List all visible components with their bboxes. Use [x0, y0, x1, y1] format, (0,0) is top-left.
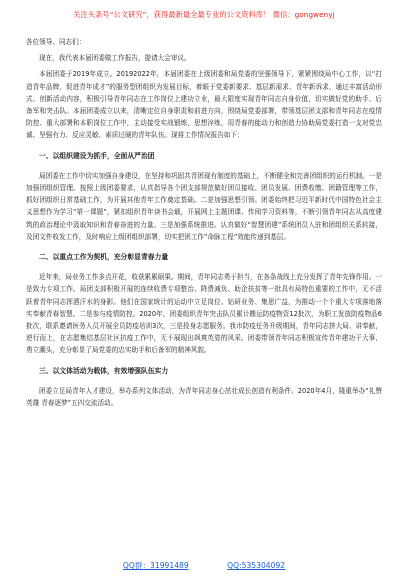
paragraph-section-2: 近年来，局业务工作多点开花，收获累累硕果。期间，青年同志勇于担当，在各条战线上充分发挥了青年先锋作用。一是致力专项工作。局团支部积极开展的连续收费专项整治、降费减负、助企扶贫等一批具有局特色重要的工作中，无不活跃着青年同志挥洒汗水的身影。他们在国家统计的运动中立足岗位、钻研业务、集思广益，为推动一个个重大专项落地落实奉献青春智慧。二是参与疫情防控。2020年，团委组织青年突击队员累计搬运防疫物资12批次，为职工发放防疫物品6批次，联系邀请医务人员开展全员防疫培训3次，三是投身志愿服务。我市防疫任务升级期间，青年同志挤大局、讲奉献，逆行而上，在志愿集结基层社区抗疫工作中，无不展现出飒爽英姿的风采。团委带领青年同志积极宣传青年建功干大事，勇立潮头，充分彰显了局党委的忠实助手和后备军的精神风貌。: [26, 273, 382, 355]
qq-group-link[interactable]: QQ群：31991489: [122, 561, 189, 570]
header-banner: 关注头条号“公文研究”，获得最新最全最专业的公文资料库！ 微信：gongwenyj: [73, 10, 335, 19]
paragraph-overview: 本届团委于2019年成立。20192022年，本届团委在上级团委和局党委的坚强领导下，紧紧围绕局中心工作，以“打造青年品牌，促进青年成才”的服务型团组织为发展目标，着眼于党委新要求、基层新需求、青年新诉求，通过丰富活动形式、创新活动内容，积极引导青年同志在工作岗位上建功立业，最大限度实现青年同志自身价值，切实做好党的助手、后备军和突击队。本届团委成立以来，清晰定位自身职责和前进方向，围绕局党委部署，带领基层团支部和青年同志在疫情防控、重大部署和本职岗位工作中，主动接受实战锻炼，思想淬炼，用青春的能动力和创造力协助局党委打造一支对党忠诚、坚强有力、反应灵敏、素质过硬的青年队伍。现将工作情况报告如下：: [26, 70, 382, 140]
paragraph-section-3: 团委立足局青年人才建设，举办系列文体活动，为青年同志身心茁壮成长创造有利条件。2020年4月，隆重举办“礼赞英雄 青春逐梦”五四交流活动。: [26, 386, 382, 408]
greeting: 各位领导、同志们：: [26, 38, 86, 46]
document-body: [26, 36, 382, 413]
qq-link[interactable]: QQ:535304092: [227, 561, 286, 570]
paragraph-intro: 现在，我代表本届团委做工作报告，提请大会审议。: [39, 54, 191, 63]
section-heading-3: 三、以文体活动为载体，有效增强队伍实力: [39, 366, 169, 375]
footer-contact: [0, 560, 408, 571]
section-heading-2: 二、以重点工作为契机，充分彰显青春力量: [39, 253, 169, 262]
section-heading-1: 一、以组织建设为抓手，全面从严治团: [39, 151, 155, 160]
paragraph-section-1: 局团委在工作中切实加强自身建设，在坚持和巩固共青团现有制度的基础上，不断健全和完善团组织的运行机制。一是加强团组织管理。按照上级团委要求，认真指导各个团支部规范做好团员接收、团员发展、团费收缴、团籍管理等工作，抓好团组织日常基础工作，为开展其他青年工作奠定基础。二是加强思想引领。团委始终把习近平新时代中国特色社会主义思想作为学习“第一课题”，紧扣组织青年读书会载，开展网上主题团课、传阅学习资料等，不断引领青年同志从高度建筑的政治理论中汲取知识和青春奋进的力量。三是加强系统推进。认真做好“智慧团建”系统团员入驻和团组织关系转接，及团文件收发工作，及时响应上级团组织部署，切实把团工作“命脉工程”效能传递到基层。: [26, 171, 382, 241]
